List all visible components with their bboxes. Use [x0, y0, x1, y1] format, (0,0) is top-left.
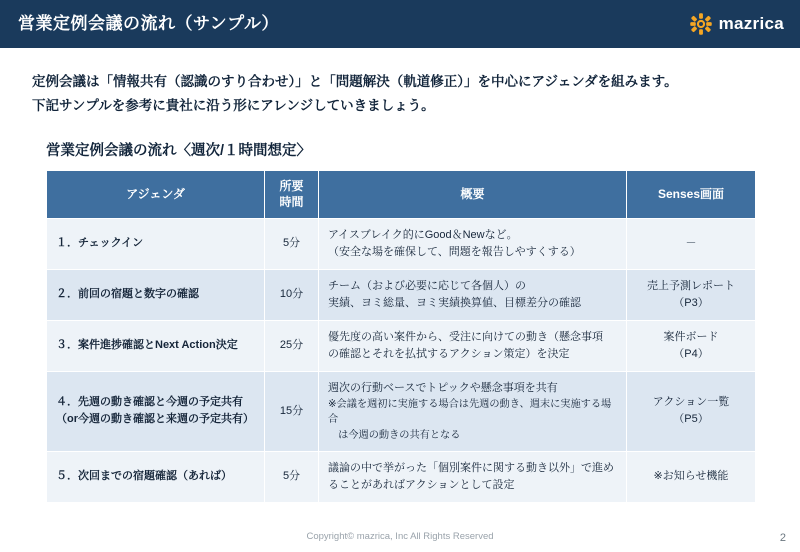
footer-copyright: Copyright© mazrica, Inc All Rights Reserved	[306, 531, 494, 542]
screen-sub: （P5）	[673, 413, 709, 426]
page-number: 2	[779, 532, 786, 544]
table-row	[47, 320, 756, 371]
cell-screen	[627, 320, 756, 371]
cell-summary	[319, 320, 627, 371]
cell-agenda: ５．次回までの宿題確認（あれば）	[47, 451, 265, 502]
brand-logo	[690, 13, 784, 35]
mazrica-gear-icon	[690, 13, 712, 35]
screen-main: ※お知らせ機能	[653, 470, 729, 483]
summary-line-1: 優先度の高い案件から、受注に向けての動き（懸念事項	[328, 330, 603, 343]
screen-main: アクション一覧	[652, 396, 730, 409]
cell-time: 15分	[265, 371, 319, 451]
screen-main: 売上予測レポート	[647, 279, 735, 292]
page-title: 営業定例会議の流れ（サンプル）	[18, 13, 279, 33]
cell-agenda: ３．案件進捗確認とNext Action決定	[47, 320, 265, 371]
agenda-table	[46, 170, 756, 503]
summary-line-2: （安全な場を確保して、問題を報告しやすくする）	[328, 245, 581, 258]
column-header-agenda: アジェンダ	[47, 171, 265, 218]
agenda-line-2: （or今週の動き確認と来週の予定共有）	[56, 413, 254, 426]
screen-main: －	[685, 237, 697, 250]
cell-summary	[319, 451, 627, 502]
summary-line-1: 議論の中で挙がった「個別案件に関する動き以外」で進め	[328, 461, 614, 474]
table-row	[47, 218, 756, 269]
section-title: 営業定例会議の流れ〈週次/１時間想定〉	[46, 143, 312, 160]
cell-agenda	[47, 371, 265, 451]
intro-line-2: 下記サンプルを参考に貴社に沿う形にアレンジしていきましょう。	[32, 97, 435, 113]
cell-summary	[319, 371, 627, 451]
cell-screen	[627, 451, 756, 502]
cell-screen	[627, 218, 756, 269]
cell-screen	[627, 269, 756, 320]
summary-note: ※会議を週初に実施する場合は先週の動き、週末に実施する場合 は今週の動きの共有となる	[328, 398, 612, 441]
summary-line-2: 実績、ヨミ総量、ヨミ実績換算値、目標差分の確認	[328, 296, 581, 309]
cell-time: 10分	[265, 269, 319, 320]
cell-time: 5分	[265, 451, 319, 502]
screen-sub: （P4）	[673, 347, 709, 360]
cell-summary	[319, 269, 627, 320]
brand-name: mazrica	[718, 14, 784, 33]
screen-main: 案件ボード	[663, 330, 719, 343]
cell-time: 25分	[265, 320, 319, 371]
table-row	[47, 371, 756, 451]
column-header-screen: Senses画面	[627, 171, 756, 218]
summary-line-1: 週次の行動ベースでトピックや懸念事項を共有	[328, 381, 558, 394]
summary-line-2: ることがあればアクションとして設定	[328, 478, 515, 491]
column-header-time-line1: 所要	[279, 179, 304, 194]
column-header-time-line2: 時間	[279, 195, 304, 210]
summary-line-2: の確認とそれを払拭するアクション策定）を決定	[328, 347, 570, 360]
table-row	[47, 269, 756, 320]
cell-agenda: １．チェックイン	[47, 218, 265, 269]
cell-time: 5分	[265, 218, 319, 269]
intro-text	[32, 70, 762, 117]
cell-agenda: ２．前回の宿題と数字の確認	[47, 269, 265, 320]
summary-line-1: アイスブレイク的にGood＆Newなど。	[328, 228, 518, 241]
table-row	[47, 451, 756, 502]
screen-sub: （P3）	[673, 296, 709, 309]
table-header-row	[47, 171, 756, 218]
page-header	[0, 0, 800, 48]
summary-line-1: チーム（および必要に応じて各個人）の	[328, 279, 526, 292]
column-header-time	[265, 171, 319, 218]
cell-summary	[319, 218, 627, 269]
column-header-summary: 概要	[319, 171, 627, 218]
agenda-line-1: ４．先週の動き確認と今週の予定共有	[56, 396, 243, 409]
cell-screen	[627, 371, 756, 451]
intro-line-1: 定例会議は「情報共有（認識のすり合わせ）」と「問題解決（軌道修正）」を中心にアジェンダを組みます。	[32, 74, 678, 89]
agenda-table-wrapper	[46, 170, 755, 503]
